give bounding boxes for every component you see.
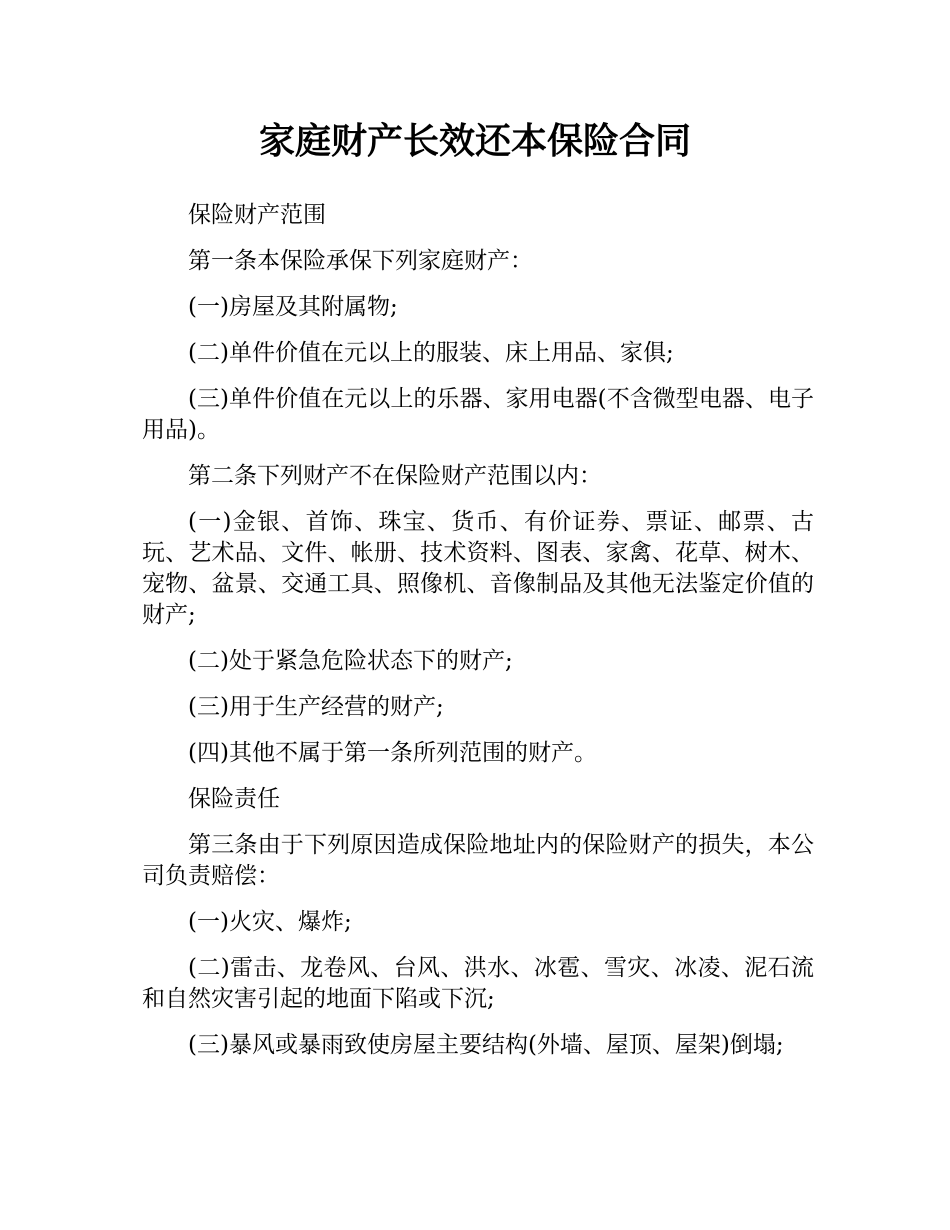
article-3: 第三条由于下列原因造成保险地址内的保险财产的损失，本公司负责赔偿： [142, 832, 814, 889]
article-2: 第二条下列财产不在保险财产范围以内： [188, 463, 602, 489]
article-1: 第一条本保险承保下列家庭财产： [188, 248, 533, 274]
article-1-item-1: (一)房屋及其附属物; [188, 294, 398, 320]
section-heading-insurance-liability: 保险责任 [188, 786, 280, 812]
article-3-item-2: (二)雷击、龙卷风、台风、洪水、冰雹、雪灾、冰凌、泥石流和自然灾害引起的地面下陷或下沉; [142, 955, 814, 1012]
document-title: 家庭财产长效还本保险合同 [258, 121, 691, 162]
document-body [142, 200, 814, 1076]
article-2-item-2: (二)处于紧急危险状态下的财产; [188, 648, 513, 674]
article-1-item-2: (二)单件价值在元以上的服装、床上用品、家俱; [188, 340, 674, 366]
article-3-item-1: (一)火灾、爆炸; [188, 909, 352, 935]
article-2-item-1: (一)金银、首饰、珠宝、货币、有价证券、票证、邮票、古玩、艺术品、文件、帐册、技术资料、图表、家禽、花草、树木、宠物、盆景、交通工具、照像机、音像制品及其他无法鉴定价值的财产; [142, 509, 814, 628]
section-heading-insured-property-scope: 保险财产范围 [188, 202, 326, 228]
article-2-item-3: (三)用于生产经营的财产; [188, 694, 444, 720]
article-2-item-4: (四)其他不属于第一条所列范围的财产。 [188, 740, 597, 766]
article-3-item-3: (三)暴风或暴雨致使房屋主要结构(外墙、屋顶、屋架)倒塌; [188, 1032, 784, 1058]
article-1-item-3: (三)单件价值在元以上的乐器、家用电器(不含微型电器、电子用品)。 [142, 386, 814, 443]
